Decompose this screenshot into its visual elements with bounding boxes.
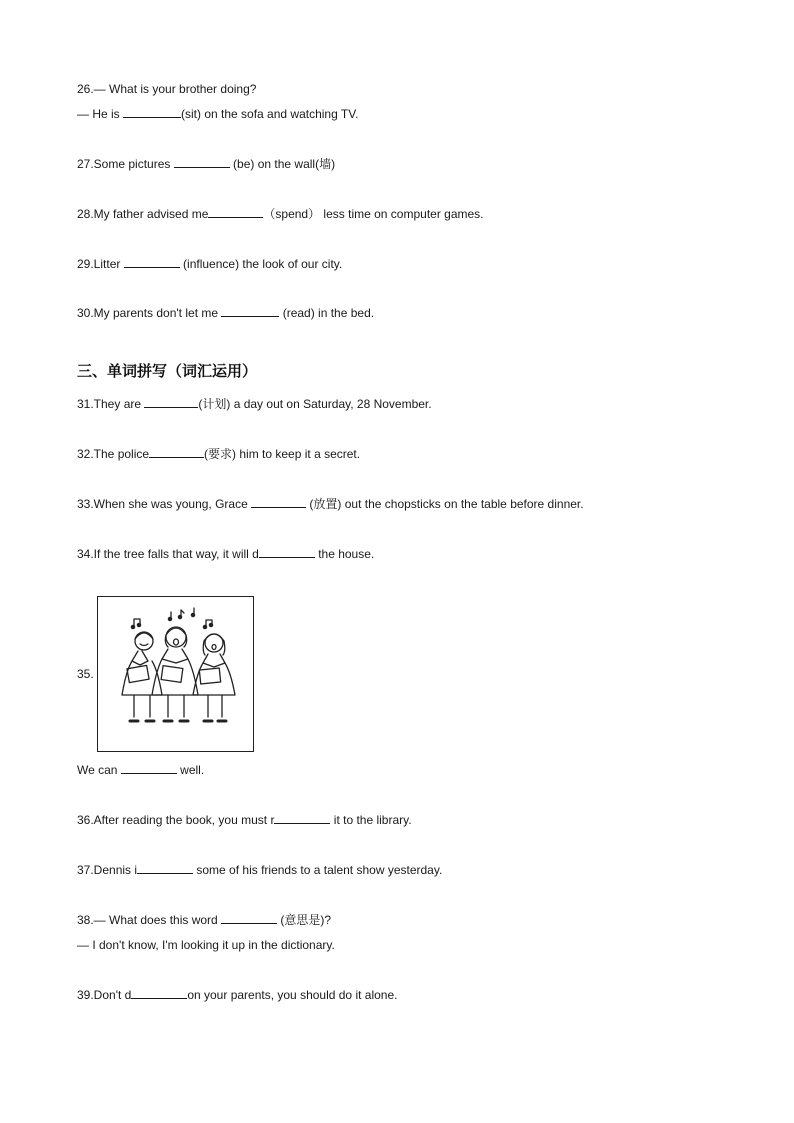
question-text: 38.— What does this word (77, 913, 222, 927)
question-30 (77, 305, 374, 321)
question-text: some of his friends to a talent show yesterday. (193, 863, 443, 877)
question-37 (77, 862, 442, 878)
answer-blank[interactable] (221, 912, 277, 924)
question-text: — He is (77, 107, 124, 121)
question-text: — I don't know, I'm looking it up in the dictionary. (77, 938, 335, 952)
question-32 (77, 446, 360, 462)
question-28 (77, 206, 484, 222)
question-text: the house. (314, 547, 375, 561)
question-text: (计划) a day out on Saturday, 28 November. (198, 397, 432, 411)
question-text: (influence) the look of our city. (179, 257, 343, 271)
question-27 (77, 156, 335, 172)
question-text: （spend） less time on computer games. (263, 207, 484, 221)
answer-blank[interactable] (274, 812, 330, 824)
answer-blank[interactable] (149, 446, 204, 458)
question-text: 28.My father advised me (77, 207, 209, 221)
child-figure-3 (193, 634, 235, 721)
question-38-response (77, 937, 335, 953)
singing-children-illustration (98, 597, 252, 750)
answer-blank[interactable] (259, 546, 315, 558)
answer-blank[interactable] (221, 305, 279, 317)
question-text: (read) in the bed. (279, 306, 375, 320)
question-text: on your parents, you should do it alone. (187, 988, 398, 1002)
question-26-answer-line (77, 106, 358, 122)
answer-blank[interactable] (123, 106, 181, 118)
question-text: 39.Don't d (77, 988, 132, 1002)
question-text: 36.After reading the book, you must r (77, 813, 275, 827)
question-text: (要求) him to keep it a secret. (204, 447, 361, 461)
answer-blank[interactable] (144, 396, 198, 408)
question-29 (77, 256, 342, 272)
question-38-prompt (77, 912, 331, 928)
singing-children-figure (97, 596, 254, 752)
question-text: 32.The police (77, 447, 150, 461)
question-39 (77, 987, 397, 1003)
question-text: (be) on the wall(墙) (229, 157, 336, 171)
question-26-prompt (77, 81, 256, 97)
question-31 (77, 396, 432, 412)
question-text: (sit) on the sofa and watching TV. (181, 107, 359, 121)
question-text: 33.When she was young, Grace (77, 497, 252, 511)
question-35-number: 35. (77, 667, 94, 681)
question-text: 37.Dennis i (77, 863, 138, 877)
question-text: 31.They are (77, 397, 145, 411)
question-text: it to the library. (330, 813, 412, 827)
answer-blank[interactable] (208, 206, 263, 218)
question-text: (意思是)? (277, 913, 332, 927)
answer-blank[interactable] (121, 762, 177, 774)
answer-blank[interactable] (174, 156, 230, 168)
answer-blank[interactable] (251, 496, 306, 508)
question-35 (77, 762, 204, 778)
answer-blank[interactable] (124, 256, 180, 268)
music-notes-icon (131, 608, 212, 629)
question-text: 29.Litter (77, 257, 124, 271)
answer-blank[interactable] (137, 862, 193, 874)
question-text: 26.— What is your brother doing? (77, 82, 257, 96)
question-text: 30.My parents don't let me (77, 306, 222, 320)
question-text: We can (77, 763, 121, 777)
question-36 (77, 812, 412, 828)
child-figure-2 (152, 627, 198, 721)
question-text: 34.If the tree falls that way, it will d (77, 547, 259, 561)
question-text: well. (176, 763, 205, 777)
section-3-heading: 三、单词拼写（词汇运用） (77, 362, 258, 380)
question-34 (77, 546, 374, 562)
question-33 (77, 496, 584, 512)
question-text: 27.Some pictures (77, 157, 174, 171)
answer-blank[interactable] (131, 987, 187, 999)
question-text: (放置) out the chopsticks on the table before dinner. (306, 497, 584, 511)
